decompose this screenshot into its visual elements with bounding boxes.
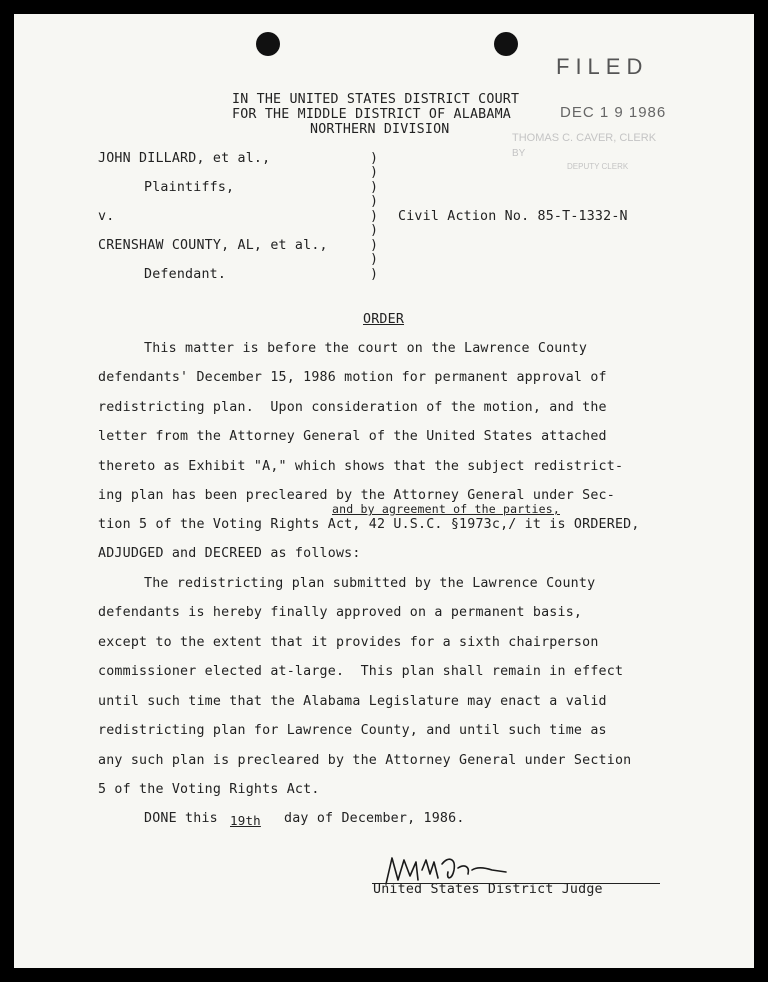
done-day: 19th bbox=[230, 813, 261, 828]
caption-paren: ) bbox=[370, 165, 379, 180]
body-line: 5 of the Voting Rights Act. bbox=[98, 782, 320, 797]
body-line: This matter is before the court on the Lawrence County bbox=[144, 341, 588, 356]
court-header-line3: NORTHERN DIVISION bbox=[310, 122, 450, 137]
body-line: thereto as Exhibit "A," which shows that the subject redistrict- bbox=[98, 459, 624, 474]
versus: v. bbox=[98, 209, 115, 224]
clerk-stamp: THOMAS C. CAVER, CLERK bbox=[512, 132, 657, 144]
defendant-role: Defendant. bbox=[144, 267, 227, 282]
order-title: ORDER bbox=[363, 312, 405, 327]
by-stamp: BY bbox=[512, 148, 526, 159]
caption-paren: ) bbox=[370, 223, 379, 238]
body-line: ing plan has been precleared by the Attorney General under Sec- bbox=[98, 488, 615, 503]
caption-paren: ) bbox=[370, 267, 379, 282]
body-line: until such time that the Alabama Legislature may enact a valid bbox=[98, 694, 607, 709]
body-line: The redistricting plan submitted by the Lawrence County bbox=[144, 576, 596, 591]
plaintiff-role: Plaintiffs, bbox=[144, 180, 235, 195]
defendant-name: CRENSHAW COUNTY, AL, et al., bbox=[98, 238, 328, 253]
body-line: ADJUDGED and DECREED as follows: bbox=[98, 546, 361, 561]
body-line: any such plan is precleared by the Attorney General under Section bbox=[98, 753, 632, 768]
civil-action-number: Civil Action No. 85-T-1332-N bbox=[398, 209, 628, 224]
court-header-line1: IN THE UNITED STATES DISTRICT COURT bbox=[232, 92, 520, 107]
deputy-clerk-stamp: DEPUTY CLERK bbox=[567, 162, 629, 171]
caption-paren: ) bbox=[370, 194, 379, 209]
body-line: tion 5 of the Voting Rights Act, 42 U.S.C. §1973c,/ it is ORDERED, bbox=[98, 517, 640, 532]
punch-hole-left bbox=[256, 32, 280, 56]
body-line: defendants' December 15, 1986 motion for permanent approval of bbox=[98, 370, 607, 385]
plaintiff-name: JOHN DILLARD, et al., bbox=[98, 151, 271, 166]
body-line: commissioner elected at-large. This plan shall remain in effect bbox=[98, 664, 624, 679]
punch-hole-right bbox=[494, 32, 518, 56]
caption-paren: ) bbox=[370, 180, 379, 195]
body-line: defendants is hereby finally approved on a permanent basis, bbox=[98, 605, 583, 620]
filed-stamp: FILED bbox=[556, 54, 649, 79]
filed-date-stamp: DEC 1 9 1986 bbox=[560, 104, 667, 121]
body-line: redistricting plan. Upon consideration of the motion, and the bbox=[98, 400, 607, 415]
caption-paren: ) bbox=[370, 252, 379, 267]
body-line: except to the extent that it provides for a sixth chairperson bbox=[98, 635, 599, 650]
caption-paren: ) bbox=[370, 209, 379, 224]
caption-paren: ) bbox=[370, 238, 379, 253]
done-suffix: day of December, 1986. bbox=[284, 811, 465, 826]
court-header-line2: FOR THE MIDDLE DISTRICT OF ALABAMA bbox=[232, 107, 511, 122]
body-line: redistricting plan for Lawrence County, and until such time as bbox=[98, 723, 607, 738]
done-prefix: DONE this bbox=[144, 811, 218, 826]
handwritten-insertion: and by agreement of the parties, bbox=[332, 502, 560, 516]
judge-title: United States District Judge bbox=[373, 882, 603, 897]
document-page bbox=[14, 14, 754, 968]
caption-paren: ) bbox=[370, 151, 379, 166]
body-line: letter from the Attorney General of the United States attached bbox=[98, 429, 607, 444]
